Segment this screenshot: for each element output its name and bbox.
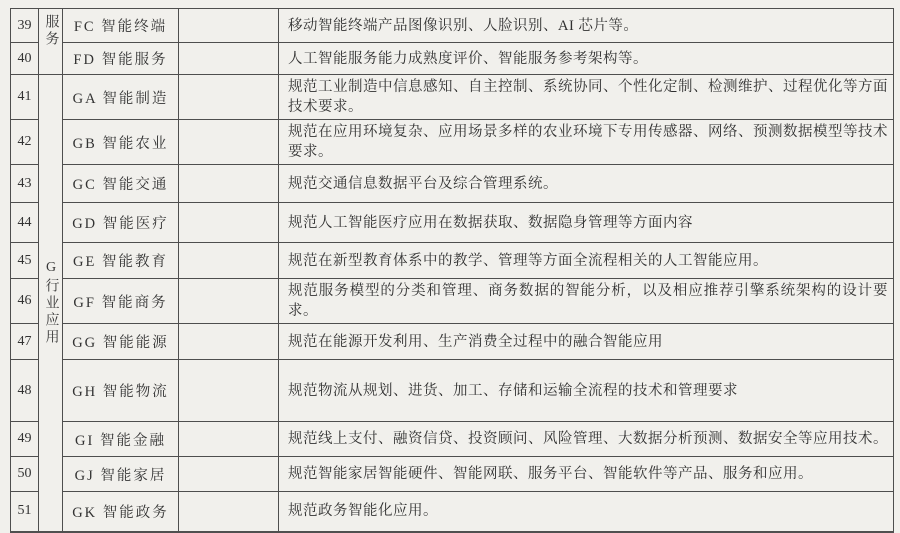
blank-cell [179, 165, 279, 203]
row-number-cell: 40 [11, 43, 39, 75]
description-cell: 人工智能服务能力成熟度评价、智能服务参考架构等。 [279, 43, 894, 75]
table-row [11, 120, 894, 165]
row-number-cell: 42 [11, 120, 39, 165]
category-label: G行业应用 [43, 259, 59, 346]
code-cell: GJ 智能家居 [63, 457, 179, 492]
category-cell-industry-applications [39, 75, 63, 532]
row-number-cell: 48 [11, 360, 39, 422]
code-cell: GC 智能交通 [63, 165, 179, 203]
description-cell: 规范政务智能化应用。 [279, 492, 894, 532]
description-cell: 规范交通信息数据平台及综合管理系统。 [279, 165, 894, 203]
row-number-cell: 41 [11, 75, 39, 120]
table-row [11, 9, 894, 43]
code-cell: FD 智能服务 [63, 43, 179, 75]
table-row [11, 492, 894, 532]
code-cell: GF 智能商务 [63, 279, 179, 324]
table-row [11, 324, 894, 360]
table-row [11, 75, 894, 120]
standards-table [10, 8, 894, 533]
code-cell: GK 智能政务 [63, 492, 179, 532]
row-number-cell: 45 [11, 243, 39, 279]
blank-cell [179, 324, 279, 360]
description-cell: 规范在新型教育体系中的教学、管理等方面全流程相关的人工智能应用。 [279, 243, 894, 279]
blank-cell [179, 457, 279, 492]
row-number-cell: 44 [11, 203, 39, 243]
code-cell: FC 智能终端 [63, 9, 179, 43]
table-row [11, 243, 894, 279]
blank-cell [179, 422, 279, 457]
table-row [11, 457, 894, 492]
blank-cell [179, 75, 279, 120]
code-cell: GB 智能农业 [63, 120, 179, 165]
row-number-cell: 50 [11, 457, 39, 492]
description-cell: 规范在应用环境复杂、应用场景多样的农业环境下专用传感器、网络、预测数据模型等技术要求。 [279, 120, 894, 165]
row-number-cell: 47 [11, 324, 39, 360]
description-cell: 规范物流从规划、进货、加工、存储和运输全流程的技术和管理要求 [279, 360, 894, 422]
blank-cell [179, 9, 279, 43]
category-label: 服务 [43, 14, 59, 48]
code-cell: GA 智能制造 [63, 75, 179, 120]
row-number-cell: 39 [11, 9, 39, 43]
description-cell: 规范线上支付、融资信贷、投资顾问、风险管理、大数据分析预测、数据安全等应用技术。 [279, 422, 894, 457]
table-row [11, 43, 894, 75]
blank-cell [179, 120, 279, 165]
code-cell: GD 智能医疗 [63, 203, 179, 243]
description-cell: 规范在能源开发利用、生产消费全过程中的融合智能应用 [279, 324, 894, 360]
table-row [11, 165, 894, 203]
blank-cell [179, 43, 279, 75]
blank-cell [179, 360, 279, 422]
description-cell: 移动智能终端产品图像识别、人脸识别、AI 芯片等。 [279, 9, 894, 43]
row-number-cell: 49 [11, 422, 39, 457]
blank-cell [179, 279, 279, 324]
blank-cell [179, 203, 279, 243]
description-cell: 规范智能家居智能硬件、智能网联、服务平台、智能软件等产品、服务和应用。 [279, 457, 894, 492]
blank-cell [179, 492, 279, 532]
code-cell: GI 智能金融 [63, 422, 179, 457]
category-cell-services [39, 9, 63, 75]
code-cell: GE 智能教育 [63, 243, 179, 279]
code-cell: GG 智能能源 [63, 324, 179, 360]
table-row [11, 203, 894, 243]
description-cell: 规范服务模型的分类和管理、商务数据的智能分析，以及相应推荐引擎系统架构的设计要求。 [279, 279, 894, 324]
row-number-cell: 51 [11, 492, 39, 532]
description-cell: 规范人工智能医疗应用在数据获取、数据隐身管理等方面内容 [279, 203, 894, 243]
table-row [11, 279, 894, 324]
row-number-cell: 46 [11, 279, 39, 324]
table-row [11, 422, 894, 457]
code-cell: GH 智能物流 [63, 360, 179, 422]
blank-cell [179, 243, 279, 279]
description-cell: 规范工业制造中信息感知、自主控制、系统协同、个性化定制、检测维护、过程优化等方面技术要求。 [279, 75, 894, 120]
table-row [11, 360, 894, 422]
row-number-cell: 43 [11, 165, 39, 203]
